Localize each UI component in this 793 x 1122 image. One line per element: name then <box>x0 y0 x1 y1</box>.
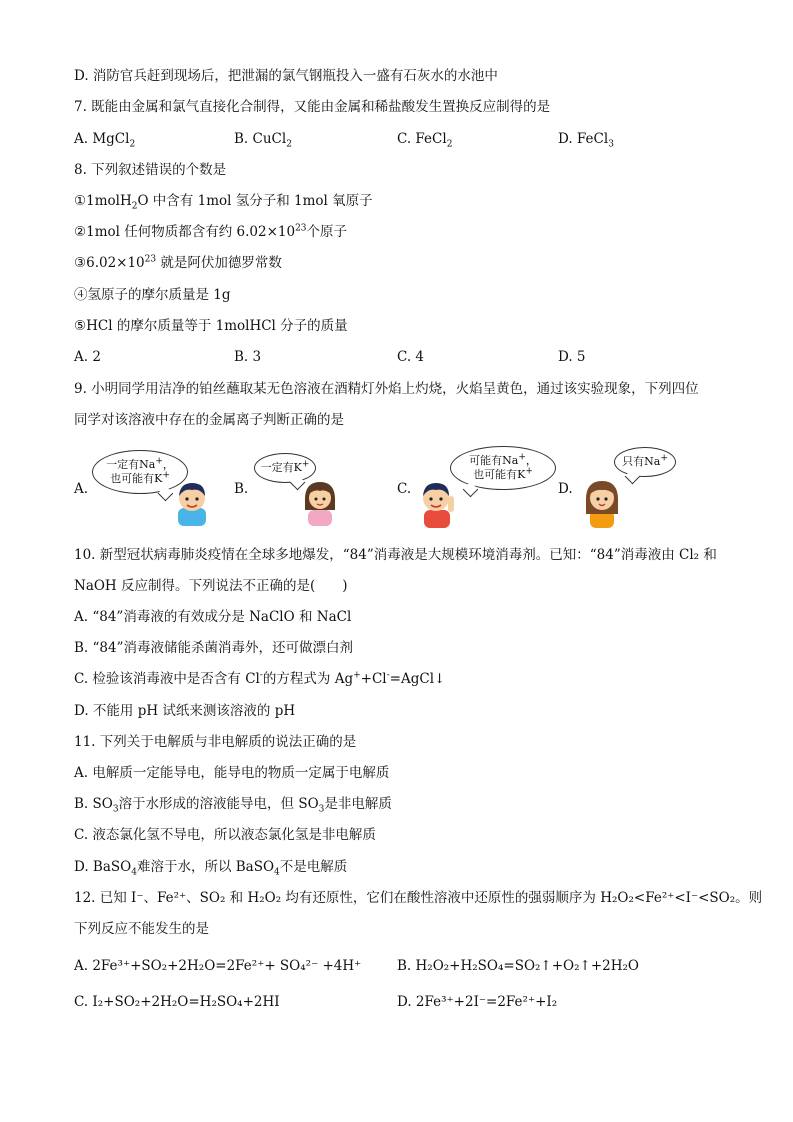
q6-option-d: D. 消防官兵赶到现场后，把泄漏的氯气钢瓶投入一盛有石灰水的水池中 <box>74 68 498 84</box>
q8-statement-4: ④氢原子的摩尔质量是 1g <box>74 287 231 303</box>
q10-option-d: D. 不能用 pH 试纸来测该溶液的 pH <box>74 703 296 719</box>
q9-speech-bubble-b: 一定有K+ <box>254 453 316 483</box>
boy-cartoon-icon <box>172 478 212 526</box>
q9-option-a-letter: A. <box>74 481 89 497</box>
q8-statement-3: $③6.02\times 10^{23}$ 就是阿伏加德罗常数 <box>74 254 282 271</box>
q10-option-b: B. “84”消毒液储能杀菌消毒外，还可做漂白剂 <box>74 640 353 656</box>
q9-stem-line-2: 同学对该溶液中存在的金属离子判断正确的是 <box>74 412 344 428</box>
q7-option-d: D. FeCl$_3$ <box>558 131 614 150</box>
q9-option-c-letter: C. <box>397 481 412 497</box>
q10-option-a: A. “84”消毒液的有效成分是 NaClO 和 NaCl <box>74 609 352 625</box>
q8-option-b: B. 3 <box>234 349 262 365</box>
q9-stem-line-1: 9. 小明同学用洁净的铂丝蘸取某无色溶液在酒精灯外焰上灼烧，火焰呈黄色，通过该实验现象，下列四位 <box>74 381 699 397</box>
q10-stem-line-2: NaOH 反应制得。下列说法不正确的是( ) <box>74 578 348 594</box>
q12-option-a: A. 2Fe³⁺+SO₂+2H₂O=2Fe²⁺+ SO₄²⁻ +4H⁺ <box>74 958 362 974</box>
q9-speech-bubble-c: 可能有Na+， 也可能有K+ <box>450 446 556 490</box>
q11-stem: 11. 下列关于电解质与非电解质的说法正确的是 <box>74 734 357 750</box>
q9-speech-bubble-a: 一定有Na+， 也可能有K+ <box>92 450 188 494</box>
girl-with-braids-cartoon-icon <box>580 474 624 528</box>
q8-statement-5: ⑤HCl 的摩尔质量等于 1molHCl 分子的质量 <box>74 318 348 334</box>
q12-option-d: D. 2Fe³⁺+2I⁻=2Fe²⁺+I₂ <box>397 994 558 1010</box>
q12-stem-line-2: 下列反应不能发生的是 <box>74 921 209 937</box>
q10-stem-line-1: 10. 新型冠状病毒肺炎疫情在全球多地爆发，“84”消毒液是大规模环境消毒剂。已知：“84”消毒液由 Cl₂ 和 <box>74 547 717 563</box>
q10-option-c: C. 检验该消毒液中是否含有 Cl-的方程式为 Ag++Cl-=AgCl↓ <box>74 670 446 687</box>
q12-stem-line-1: 12. 已知 I⁻、Fe²⁺、SO₂ 和 H₂O₂ 均有还原性，它们在酸性溶液中还原性的强弱顺序为 H₂O₂<Fe²⁺<I⁻<SO₂。则 <box>74 890 763 906</box>
q7-stem: 7. 既能由金属和氯气直接化合制得，又能由金属和稀盐酸发生置换反应制得的是 <box>74 99 551 115</box>
q12-option-b: B. H₂O₂+H₂SO₄=SO₂↑+O₂↑+2H₂O <box>397 958 639 974</box>
q12-option-c: C. I₂+SO₂+2H₂O=H₂SO₄+2HI <box>74 994 280 1010</box>
waving-boy-cartoon-icon <box>416 478 458 528</box>
q11-option-b: B. $SO_3$溶于水形成的溶液能导电，但 $SO_3$是非电解质 <box>74 796 392 815</box>
q11-option-d: D. BaSO$_4$难溶于水，所以 BaSO$_4$不是电解质 <box>74 859 348 878</box>
q7-option-a: A. MgCl$_2$ <box>74 131 136 150</box>
q11-option-c: C. 液态氯化氢不导电，所以液态氯化氢是非电解质 <box>74 827 376 843</box>
q9-option-b-letter: B. <box>234 481 249 497</box>
q9-option-d-letter: D. <box>558 481 573 497</box>
q8-option-a: A. 2 <box>74 349 101 365</box>
q8-stem: 8. 下列叙述错误的个数是 <box>74 162 227 178</box>
q8-option-d: D. 5 <box>558 349 586 365</box>
q7-option-b: B. CuCl$_2$ <box>234 131 292 150</box>
q8-statement-2: ②1mol 任何物质都含有约 $6.02\times 10^{23}$个原子 <box>74 223 348 240</box>
q8-option-c: C. 4 <box>397 349 425 365</box>
q9-speech-bubble-d: 只有Na+ <box>614 447 676 477</box>
q8-statement-1: ①1molH$_2$O 中含有 1mol 氢分子和 1mol 氧原子 <box>74 193 373 212</box>
girl-cartoon-icon <box>300 476 340 526</box>
q11-option-a: A. 电解质一定能导电，能导电的物质一定属于电解质 <box>74 765 390 781</box>
q7-option-c: C. FeCl$_2$ <box>397 131 453 150</box>
